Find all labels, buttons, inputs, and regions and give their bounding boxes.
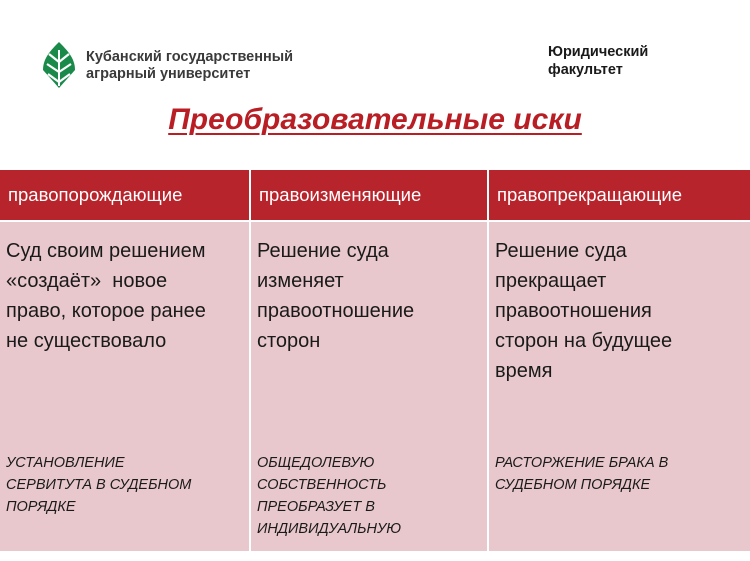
desc-line: время (495, 360, 553, 382)
example-line: ОБЩЕДОЛЕВУЮ (257, 455, 375, 471)
example-modifying (257, 452, 401, 540)
desc-line: право, которое ранее (6, 300, 206, 322)
desc-line: изменяет (257, 270, 344, 292)
university-name (86, 49, 293, 83)
cell-modifying (251, 222, 487, 551)
table-body-row (0, 222, 750, 551)
column-divider (487, 170, 489, 551)
desc-line: правоотношения (495, 300, 652, 322)
column-heading-modifying: правоизменяющие (259, 184, 422, 205)
university-name-line2: аграрный университет (86, 66, 251, 82)
column-heading-generating: правопорождающие (8, 184, 183, 205)
example-line: УСТАНОВЛЕНИЕ (6, 455, 125, 471)
desc-line: «создаёт» новое (6, 270, 168, 292)
example-line: ПРЕОБРАЗУЕТ В (257, 499, 375, 515)
cell-terminating (489, 222, 750, 551)
example-line: ПОРЯДКЕ (6, 499, 76, 515)
description-generating (6, 236, 241, 356)
desc-line: Решение суда (495, 240, 627, 262)
table-header-row (0, 170, 750, 220)
example-terminating (495, 452, 668, 496)
column-divider (249, 170, 251, 551)
example-line: СЕРВИТУТА В СУДЕБНОМ (6, 477, 192, 493)
university-name-line1: Кубанский государственный (86, 49, 294, 65)
column-heading-terminating: правопрекращающие (497, 184, 682, 205)
faculty-name (548, 43, 648, 79)
cell-generating (0, 222, 249, 551)
lawsuit-types-table (0, 170, 750, 551)
desc-line: прекращает (495, 270, 607, 292)
desc-line: Решение суда (257, 240, 389, 262)
example-generating (6, 452, 191, 518)
desc-line: правоотношение (257, 300, 415, 322)
description-terminating (495, 236, 742, 386)
example-line: СОБСТВЕННОСТЬ (257, 477, 387, 493)
slide-title: Преобразовательные иски (168, 103, 582, 136)
desc-line: не существовало (6, 330, 167, 352)
faculty-name-line2: факультет (548, 62, 623, 78)
faculty-name-line1: Юридический (548, 44, 649, 60)
desc-line: сторон на будущее (495, 330, 673, 352)
desc-line: сторон (257, 330, 321, 352)
example-line: ИНДИВИДУАЛЬНУЮ (257, 521, 402, 537)
desc-line: Суд своим решением (6, 240, 206, 262)
description-modifying (257, 236, 479, 356)
university-logo-icon (39, 40, 79, 92)
example-line: СУДЕБНОМ ПОРЯДКЕ (495, 477, 651, 493)
example-line: РАСТОРЖЕНИЕ БРАКА В (495, 455, 669, 471)
